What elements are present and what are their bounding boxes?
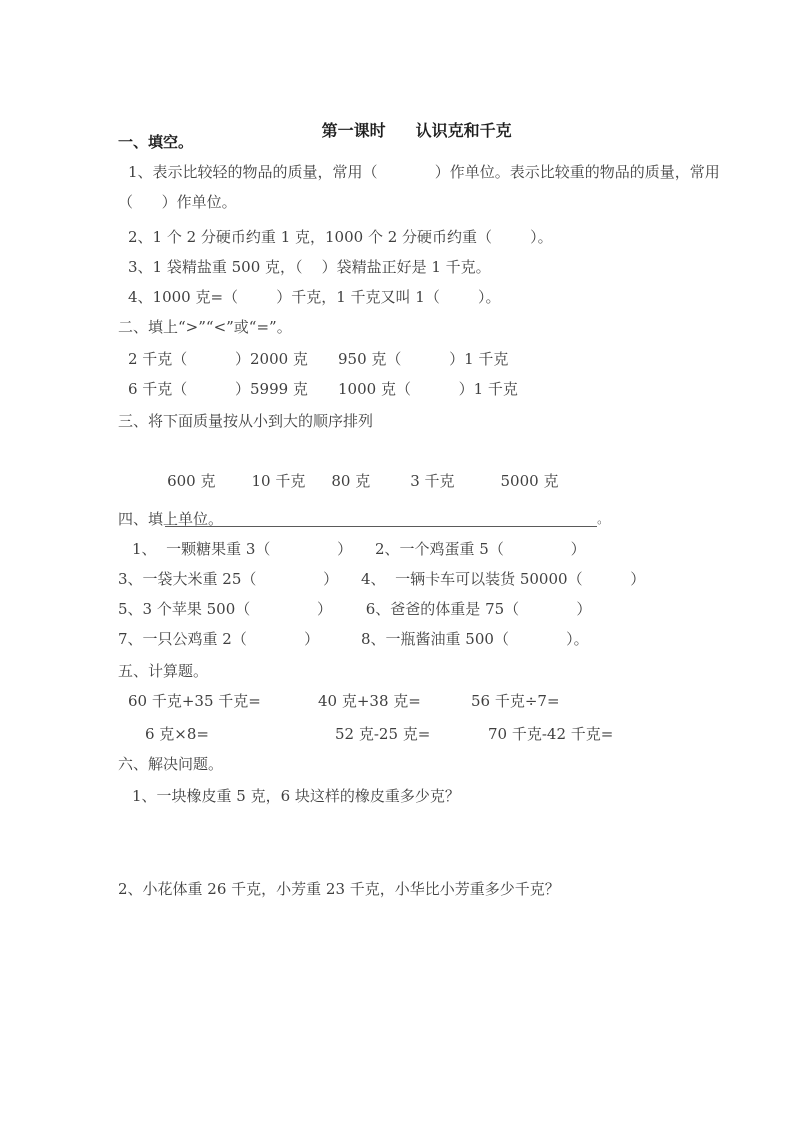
s6-problem-2: 2、小花体重 26 千克，小芳重 23 千克，小华比小芳重多少千克？ — [118, 880, 560, 898]
s3-values-row — [118, 436, 693, 490]
s5-expression-2: 40 克+38 克= — [318, 692, 421, 710]
worksheet-title — [118, 95, 693, 140]
s4-row-2 — [118, 564, 693, 594]
s4-item-7: 7、一只公鸡重 2（ ） — [118, 630, 320, 648]
s3-value-3: 80 克 — [331, 472, 371, 490]
s1-item3: 3、1 袋精盐重 500 克，（ ）袋精盐正好是 1 千克。 — [128, 258, 491, 276]
s2-compare-4: 1000 克（ ）1 千克 — [338, 380, 518, 398]
s2-compare-1: 2 千克（ ）2000 克 — [128, 350, 308, 368]
title-lesson-number: 第一课时 — [321, 121, 386, 140]
s2-row-2 — [118, 374, 693, 404]
s4-item-3: 3、一袋大米重 25（ ） — [118, 570, 339, 588]
section-2-heading: 二、填上“>”“<”或“=”。 — [118, 318, 292, 336]
s2-compare-2: 950 克（ ）1 千克 — [338, 350, 509, 368]
title-topic: 认识克和千克 — [415, 121, 512, 140]
s3-value-2: 10 千克 — [251, 472, 306, 490]
s4-row-1 — [118, 534, 693, 564]
s2-row-1 — [118, 344, 693, 374]
s6-problem-1: 1、一块橡皮重 5 克，6 块这样的橡皮重多少克？ — [132, 787, 460, 805]
s4-item-1: 1、 一颗糖果重 3（ ） — [132, 540, 353, 558]
s1-item4: 4、1000 克=（ ）千克，1 千克又叫 1（ ）。 — [128, 288, 501, 306]
s2-compare-3: 6 千克（ ）5999 克 — [128, 380, 308, 398]
s4-item-8: 8、一瓶酱油重 500（ ）。 — [361, 630, 589, 648]
s4-row-4 — [118, 624, 693, 654]
section-4-heading: 四、填上单位。 — [118, 510, 224, 528]
s3-value-5: 5000 克 — [500, 472, 559, 490]
section-1-heading: 一、填空。 — [118, 133, 194, 151]
s5-expression-1: 60 千克+35 千克= — [128, 692, 261, 710]
section-5-heading: 五、计算题。 — [118, 662, 209, 680]
section-6-heading: 六、解决问题。 — [118, 755, 224, 773]
s5-expression-3: 56 千克÷7= — [471, 692, 560, 710]
s1-item2: 2、1 个 2 分硬币约重 1 克，1000 个 2 分硬币约重（ ）。 — [128, 228, 553, 246]
s4-item-2: 2、一个鸡蛋重 5（ ） — [375, 540, 586, 558]
s4-item-4: 4、 一辆卡车可以装货 50000（ ） — [361, 570, 646, 588]
s5-expression-6: 70 千克-42 千克= — [488, 725, 614, 743]
s1-item1-line1: 1、表示比较轻的物品的质量，常用（ ）作单位。表示比较重的物品的质量，常用 — [128, 163, 720, 181]
s5-expression-4: 6 克×8= — [145, 725, 209, 743]
s3-answer-period: 。 — [597, 512, 610, 526]
s1-item1-line2: （ ）作单位。 — [118, 193, 237, 211]
s5-row-2 — [118, 719, 693, 749]
s5-expression-5: 52 克-25 克= — [335, 725, 431, 743]
section-3-heading: 三、将下面质量按从小到大的顺序排列 — [118, 412, 374, 430]
s4-row-3 — [118, 594, 693, 624]
s4-item-5: 5、3 个苹果 500（ ） — [118, 600, 333, 618]
s4-item-6: 6、爸爸的体重是 75（ ） — [361, 600, 592, 618]
s5-row-1 — [118, 686, 693, 716]
s3-value-1: 600 克 — [167, 472, 216, 490]
s3-value-4: 3 千克 — [410, 472, 455, 490]
answer-blank-underline — [165, 507, 597, 527]
